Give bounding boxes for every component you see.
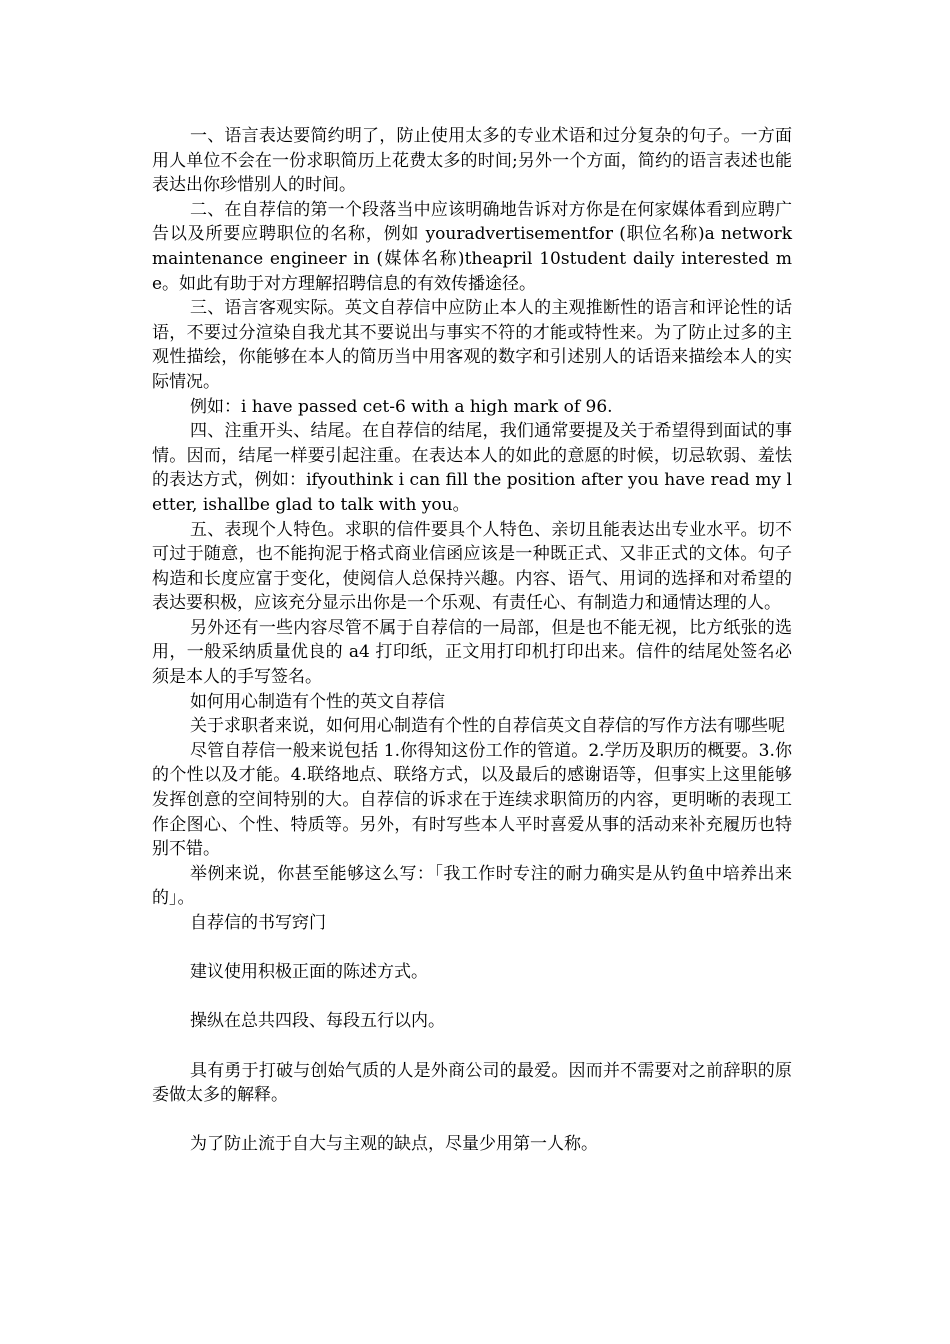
section-heading-2: 自荐信的书写窍门 bbox=[190, 913, 326, 933]
paragraph-2: 二、在自荐信的第一个段落当中应该明确地告诉对方你是在何家媒体看到应聘广告以及所要应聘职位的名称，例如 youradvertisementfor (职位名称)a network maintenance engineer in (媒体名称)theapril 10student daily interested me。如此有助于对方理解招聘信息的有效传播途径。 bbox=[152, 199, 792, 294]
tip-4: 为了防止流于自大与主观的缺点，尽量少用第一人称。 bbox=[190, 1134, 598, 1155]
section-heading-1: 如何用心制造有个性的英文自荐信 bbox=[190, 691, 445, 712]
paragraph-4: 例如：i have passed cet-6 with a high mark of 96. bbox=[190, 396, 613, 417]
paragraph-9: 关于求职者来说，如何用心制造有个性的自荐信英文自荐信的写作方法有哪些呢 bbox=[190, 716, 785, 737]
document-body bbox=[152, 124, 792, 1157]
paragraph-7: 另外还有一些内容尽管不属于自荐信的一局部，但是也不能无视，比方纸张的选用，一般采纳质量优良的 a4 打印纸，正文用打印机打印出来。信件的结尾处签名必须是本人的手写签名。 bbox=[152, 617, 792, 688]
paragraph-5: 四、注重开头、结尾。在自荐信的结尾，我们通常要提及关于希望得到面试的事情。因而，结尾一样要引起注重。在表达本人的如此的意愿的时候，切忌软弱、羞怯的表达方式，例如：ifyouthink i can fill the position after you have read my letter, ishallbe glad to talk with you。 bbox=[152, 421, 792, 515]
paragraph-1: 一、语言表达要简约明了，防止使用太多的专业术语和过分复杂的句子。一方面用人单位不会在一份求职简历上花费太多的时间;另外一个方面，简约的语言表述也能表达出你珍惜别人的时间。 bbox=[152, 126, 792, 196]
paragraph-3: 三、语言客观实际。英文自荐信中应防止本人的主观推断性的语言和评论性的话语，不要过分渲染自我尤其不要说出与事实不符的才能或特性来。为了防止过多的主观性描绘，你能够在本人的简历当中用客观的数字和引述别人的话语来描绘本人的实际情况。 bbox=[152, 298, 792, 392]
paragraph-11: 举例来说，你甚至能够这么写：「我工作时专注的耐力确实是从钓鱼中培养出来的」。 bbox=[152, 863, 792, 909]
tip-2: 操纵在总共四段、每段五行以内。 bbox=[190, 1011, 445, 1032]
paragraph-6: 五、表现个人特色。求职的信件要具个人特色、亲切且能表达出专业水平。切不可过于随意，也不能拘泥于格式商业信函应该是一种既正式、又非正式的文体。句子构造和长度应富于变化，使阅信人总保持兴趣。内容、语气、用词的选择和对希望的表达要积极，应该充分显示出你是一个乐观、有责任心、有制造力和通情达理的人。 bbox=[152, 519, 792, 614]
tip-3: 具有勇于打破与创始气质的人是外商公司的最爱。因而并不需要对之前辞职的原委做太多的解释。 bbox=[152, 1060, 792, 1106]
tip-1: 建议使用积极正面的陈述方式。 bbox=[190, 962, 428, 983]
paragraph-10: 尽管自荐信一般来说包括 1.你得知这份工作的管道。2.学历及职历的概要。3.你的个性以及才能。4.联络地点、联络方式，以及最后的感谢语等，但事实上这里能够发挥创意的空间特别的大。自荐信的诉求在于连续求职简历的内容，更明晰的表现工作企图心、个性、特质等。另外，有时写些本人平时喜爱从事的活动来补充履历也特别不错。 bbox=[152, 740, 792, 860]
